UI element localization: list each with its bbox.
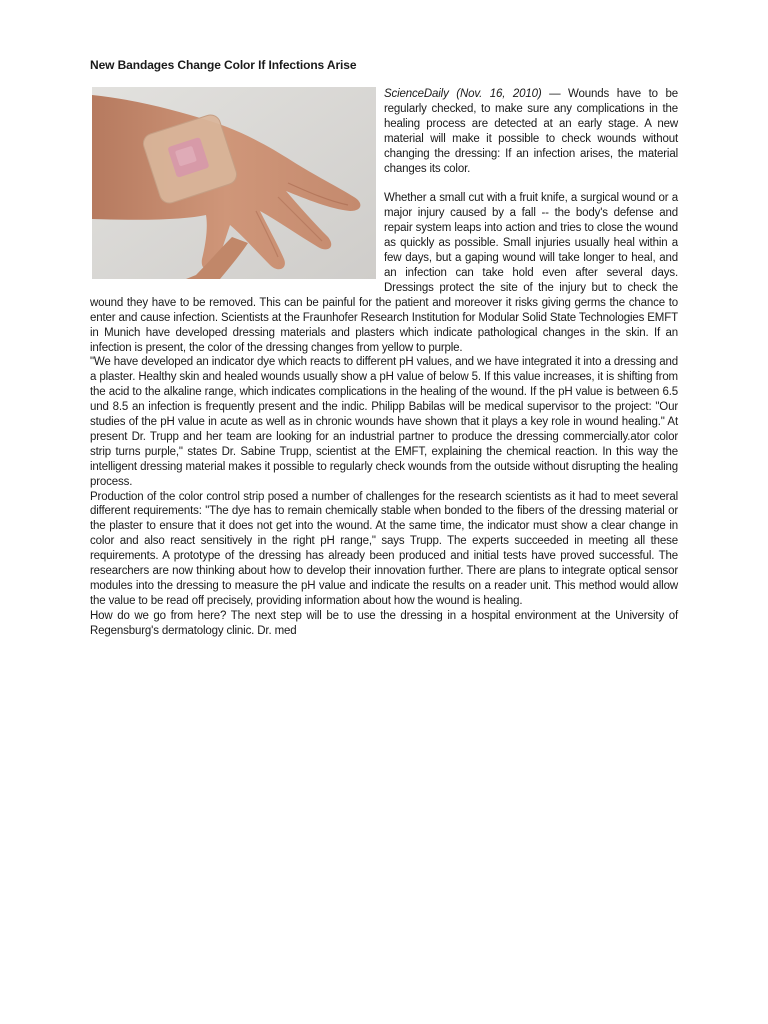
paragraph-4: Production of the color control strip posed a number of challenges for the research scientists as it had to meet several different requirements: "The dye has to remain chemically stable when bonded to the fibers of the dressing material or the plaster to ensure that it does not get into the wound. At the same time, the indicator must show a clear change in color and also react sensitively in the right pH range," says Trupp. The experts succeeded in meeting all these requirements. A prototype of the dressing has already been produced and initial tests have proved successful. The researchers are now thinking about how to develop their innovation further. There are plans to integrate optical sensor modules into the dressing to measure the pH value and indicate the results on a reader unit. This method would allow the value to be read off precisely, providing information about how the wound is healing. <box>90 490 678 607</box>
hand-with-bandage-photo <box>92 87 376 279</box>
article-title: New Bandages Change Color If Infections Arise <box>90 58 357 72</box>
lead-text: — Wounds have to be regularly checked, to make sure any complications in the healing process are detected at an early stage. A new material will make it possible to check wounds without changing the dressing: If an infection arises, the material changes its color. <box>384 88 679 175</box>
paragraph-3: "We have developed an indicator dye which reacts to different pH values, and we have integrated it into a dressing and a plaster. Healthy skin and healed wounds usually show a pH value of below 5. If this value increases, it is shifting from the acid to the alkaline range, which indicates complications in the healing of the wound. If the pH value is between 6.5 und 8.5 an infection is frequently present and the indic. Philipp Babilas will be medical supervisor to the project: "Our studies of the pH value in acute as well as in chronic wounds have shown that it plays a key role in wound healing." At present Dr. Trupp and her team are looking for an industrial partner to produce the dressing commercially.ator color strip turns purple," states Dr. Sabine Trupp, scientist at the EMFT, explaining the chemical reaction. In this way the intelligent dressing material makes it possible to regularly check wounds from the outside without disrupting the healing process. <box>90 356 678 488</box>
source-date: (Nov. 16, 2010) <box>456 88 542 100</box>
paragraph-5: How do we go from here? The next step will be to use the dressing in a hospital environment at the University of Regensburg's dermatology clinic. Dr. med <box>90 609 678 637</box>
paragraph-2: Whether a small cut with a fruit knife, a surgical wound or a major injury caused by a fall -- the body's defense and repair system leaps into action and tries to close the wound as quickly as possible. Small injuries usually heal within a few days, but a gaping wound will take longer to heal, and an infection can take hold even after several days. Dressings protect the site of the injury but to check the wound they have to be removed. This can be painful for the patient and moreover it risks giving germs the chance to enter and cause infection. Scientists at the Fraunhofer Research Institution for Modular Solid State Technologies EMFT in Munich have developed dressing materials and plasters which indicate pathological changes in the skin. If an infection is present, the color of the dressing changes from yellow to purple. <box>90 192 678 354</box>
source-name: ScienceDaily <box>384 88 449 100</box>
article <box>90 58 678 639</box>
